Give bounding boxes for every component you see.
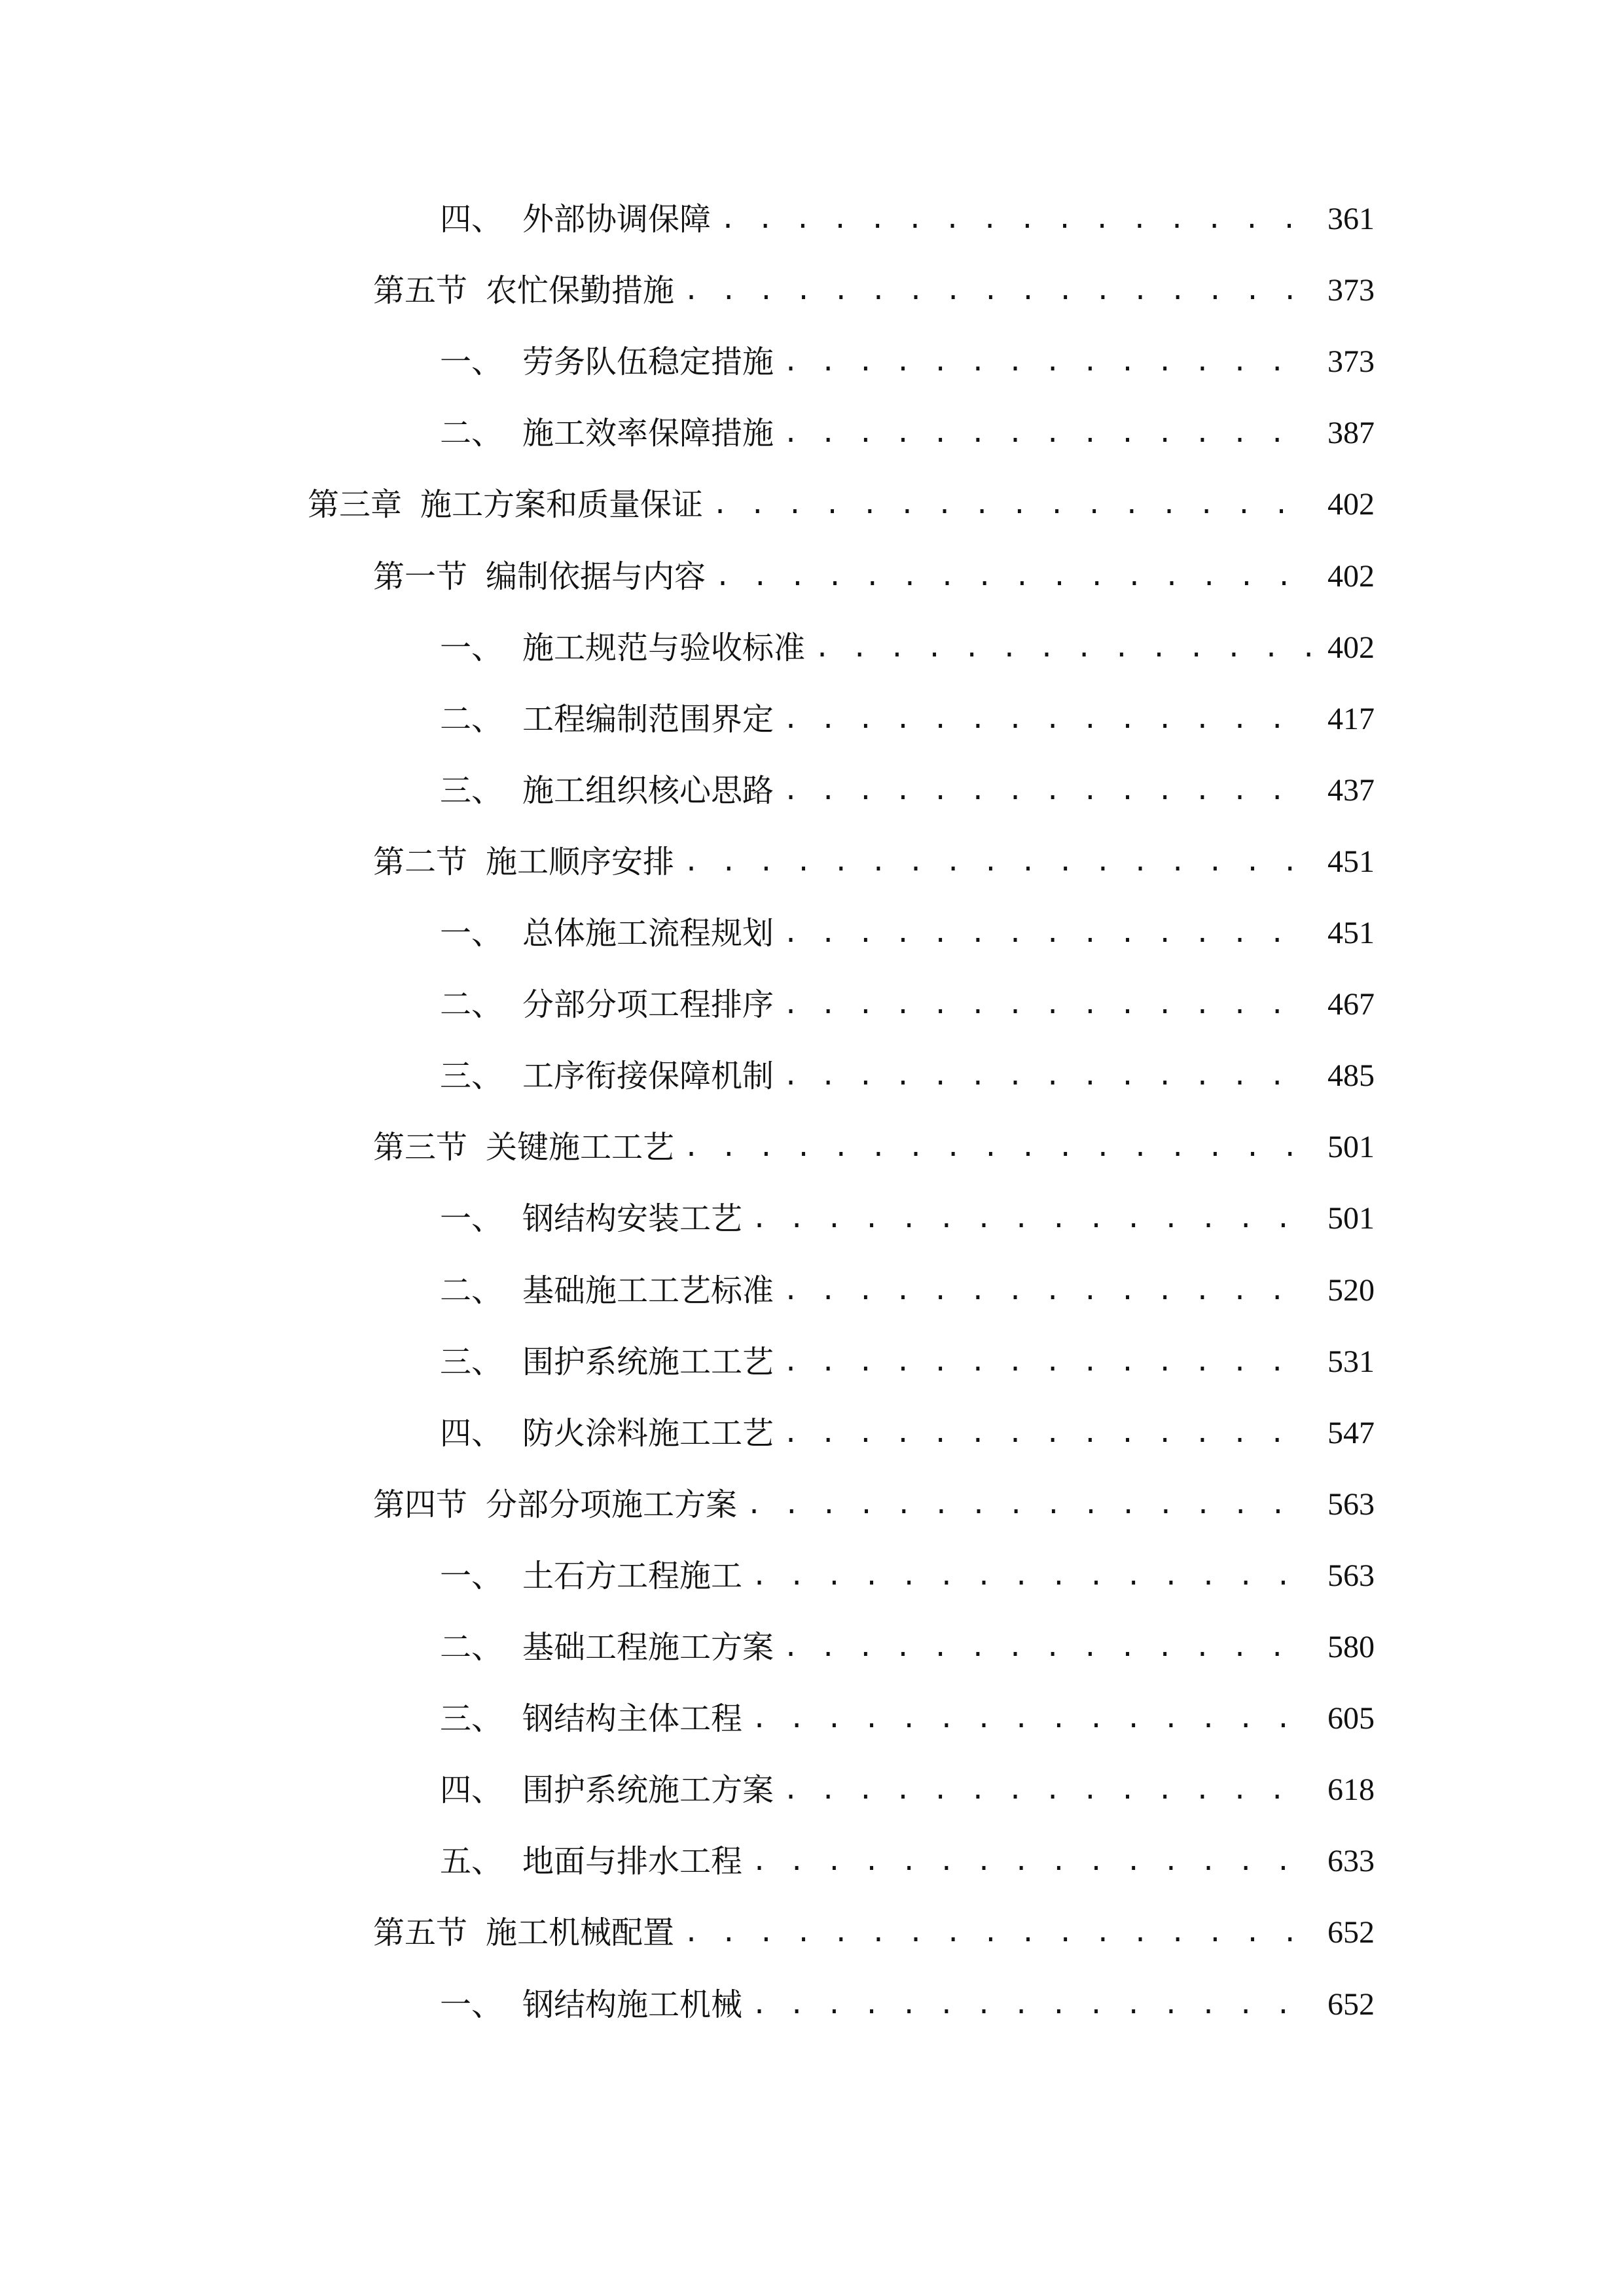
toc-entry[interactable] (440, 1540, 1375, 1612)
toc-entry[interactable] (373, 1111, 1375, 1183)
toc-entry-page-number: 563 (1327, 1486, 1375, 1522)
toc-entry-number: 第一节 (373, 558, 468, 595)
toc-entry-number: 一、 (440, 344, 503, 381)
toc-entry[interactable] (440, 897, 1375, 969)
toc-entry-number: 三、 (440, 772, 503, 809)
dot-leader (814, 612, 1310, 684)
toc-entry-title: 基础工程施工方案 (522, 1629, 774, 1666)
dot-leader (783, 1397, 1310, 1469)
toc-entry-number: 二、 (440, 700, 503, 738)
toc-entry-number: 三、 (440, 1343, 503, 1380)
toc-entry-title: 围护系统施工工艺 (522, 1343, 774, 1380)
toc-entry-number: 二、 (440, 1272, 503, 1309)
toc-entry-title: 地面与排水工程 (522, 1843, 743, 1880)
toc-entry-title: 防火涂料施工工艺 (522, 1414, 774, 1452)
toc-entry[interactable] (373, 541, 1375, 613)
toc-entry-page-number: 361 (1327, 202, 1375, 236)
dot-leader (751, 1969, 1310, 2041)
toc-entry-page-number: 467 (1327, 987, 1375, 1022)
toc-entry[interactable] (440, 1683, 1375, 1755)
toc-entry-page-number: 451 (1327, 844, 1375, 879)
dot-leader (683, 826, 1310, 898)
dot-leader (683, 1897, 1310, 1969)
toc-entry[interactable] (440, 612, 1375, 684)
toc-entry-title: 基础施工工艺标准 (522, 1272, 774, 1309)
toc-entry[interactable] (440, 1255, 1375, 1327)
toc-entry-title: 分部分项施工方案 (486, 1486, 738, 1523)
toc-entry-page-number: 402 (1327, 487, 1375, 522)
toc-entry-title: 工序衔接保障机制 (522, 1058, 774, 1095)
toc-entry-number: 一、 (440, 629, 503, 666)
toc-entry-title: 农忙保勤措施 (486, 272, 675, 310)
dot-leader (751, 1540, 1310, 1612)
dot-leader (746, 1469, 1310, 1541)
toc-entry[interactable] (373, 1469, 1375, 1541)
toc-entry-title: 编制依据与内容 (486, 558, 706, 595)
toc-entry-page-number: 437 (1327, 772, 1375, 808)
toc-entry-title: 施工方案和质量保证 (420, 486, 704, 524)
toc-entry-title: 分部分项工程排序 (522, 986, 774, 1024)
toc-entry[interactable] (373, 255, 1375, 327)
toc-entry-number: 一、 (440, 1986, 503, 2023)
toc-entry-title: 施工组织核心思路 (522, 772, 774, 809)
toc-entry-title: 劳务队伍稳定措施 (522, 344, 774, 381)
toc-entry-page-number: 501 (1327, 1130, 1375, 1165)
toc-entry-page-number: 520 (1327, 1272, 1375, 1308)
dot-leader (783, 1326, 1310, 1398)
toc-entry-page-number: 531 (1327, 1344, 1375, 1379)
toc-entry[interactable] (440, 397, 1375, 469)
toc-entry-page-number: 402 (1327, 558, 1375, 594)
toc-entry[interactable] (440, 1611, 1375, 1683)
dot-leader (783, 969, 1310, 1041)
dot-leader (783, 1754, 1310, 1826)
toc-entry-page-number: 501 (1327, 1201, 1375, 1236)
toc-entry-page-number: 547 (1327, 1415, 1375, 1450)
toc-entry-page-number: 373 (1327, 273, 1375, 308)
toc-entry[interactable] (440, 1825, 1375, 1897)
dot-leader (783, 755, 1310, 827)
dot-leader (783, 1255, 1310, 1327)
toc-entry-title: 钢结构施工机械 (522, 1986, 743, 2023)
toc-entry[interactable] (440, 1754, 1375, 1826)
toc-entry[interactable] (440, 1183, 1375, 1255)
toc-entry[interactable] (373, 826, 1375, 898)
toc-entry-title: 施工顺序安排 (486, 843, 675, 880)
toc-entry[interactable] (440, 183, 1375, 255)
toc-entry-number: 四、 (440, 1772, 503, 1809)
dot-leader (683, 1111, 1310, 1183)
dot-leader (783, 683, 1310, 755)
dot-leader (751, 1683, 1310, 1755)
toc-entry-number: 二、 (440, 986, 503, 1024)
toc-entry-page-number: 417 (1327, 701, 1375, 736)
toc-entry[interactable] (440, 683, 1375, 755)
toc-entry-number: 第五节 (373, 272, 468, 310)
toc-entry-page-number: 652 (1327, 1986, 1375, 2022)
toc-entry-page-number: 387 (1327, 416, 1375, 451)
toc-entry-page-number: 373 (1327, 344, 1375, 380)
toc-entry-number: 二、 (440, 1629, 503, 1666)
dot-leader (783, 397, 1310, 469)
dot-leader (751, 1183, 1310, 1255)
toc-entry-title: 钢结构安装工艺 (522, 1200, 743, 1238)
toc-entry-page-number: 580 (1327, 1630, 1375, 1664)
toc-entry-number: 第三节 (373, 1129, 468, 1166)
toc-entry-number: 三、 (440, 1058, 503, 1095)
toc-entry-number: 第五节 (373, 1914, 468, 1952)
toc-entry-number: 第四节 (373, 1486, 468, 1523)
dot-leader (783, 1611, 1310, 1683)
toc-entry-number: 五、 (440, 1843, 503, 1880)
toc-entry-page-number: 402 (1327, 630, 1375, 665)
dot-leader (783, 1040, 1310, 1112)
toc-entry-page-number: 633 (1327, 1844, 1375, 1879)
toc-entry-page-number: 652 (1327, 1915, 1375, 1950)
toc-entry-title: 总体施工流程规划 (522, 915, 774, 952)
dot-leader (720, 183, 1310, 255)
toc-entry[interactable] (440, 1040, 1375, 1112)
toc-entry-page-number: 451 (1327, 916, 1375, 950)
toc-entry-page-number: 485 (1327, 1058, 1375, 1094)
toc-entry-number: 第二节 (373, 843, 468, 880)
toc-entry-title: 关键施工工艺 (486, 1129, 675, 1166)
toc-entry-page-number: 605 (1327, 1701, 1375, 1736)
toc-entry[interactable] (440, 969, 1375, 1041)
dot-leader (683, 255, 1310, 327)
toc-entry-page-number: 618 (1327, 1772, 1375, 1808)
toc-entry-title: 钢结构主体工程 (522, 1700, 743, 1738)
toc-entry-title: 施工机械配置 (486, 1914, 675, 1952)
toc-entry[interactable] (440, 326, 1375, 398)
toc-entry-title: 土石方工程施工 (522, 1557, 743, 1594)
toc-entry[interactable] (373, 1897, 1375, 1969)
dot-leader (783, 897, 1310, 969)
toc-entry[interactable] (440, 1397, 1375, 1469)
toc-entry-number: 一、 (440, 1557, 503, 1594)
toc-entry-number: 四、 (440, 1414, 503, 1452)
toc-entry-title: 施工效率保障措施 (522, 415, 774, 452)
toc-entry-number: 二、 (440, 415, 503, 452)
dot-leader (751, 1825, 1310, 1897)
toc-entry-number: 四、 (440, 201, 503, 238)
toc-entry-title: 施工规范与验收标准 (522, 629, 806, 666)
toc-entry-number: 三、 (440, 1700, 503, 1738)
toc-entry-title: 工程编制范围界定 (522, 700, 774, 738)
dot-leader (783, 326, 1310, 398)
toc-entry[interactable] (440, 1969, 1375, 2041)
toc-entry[interactable] (440, 1326, 1375, 1398)
dot-leader (712, 469, 1310, 541)
toc-entry-page-number: 563 (1327, 1558, 1375, 1593)
toc-entry-number: 一、 (440, 915, 503, 952)
toc-entry-title: 外部协调保障 (522, 201, 712, 238)
toc-entry-number: 一、 (440, 1200, 503, 1238)
toc-entry-number: 第三章 (308, 486, 403, 524)
dot-leader (715, 541, 1310, 613)
toc-entry[interactable] (440, 755, 1375, 827)
toc-entry[interactable] (308, 469, 1375, 541)
toc-entry-title: 围护系统施工方案 (522, 1772, 774, 1809)
